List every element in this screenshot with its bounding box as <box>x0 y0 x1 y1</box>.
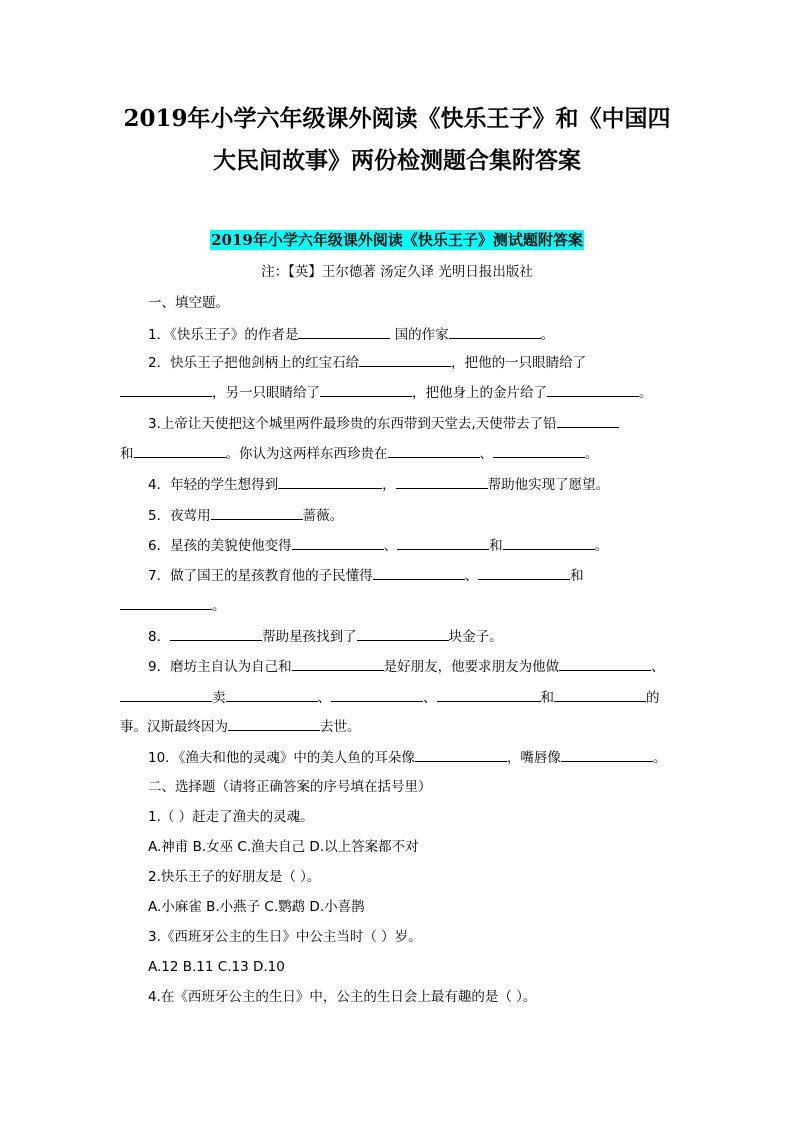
q4-text-c: 帮助他实现了愿望。 <box>487 477 610 493</box>
q9-text-j: 去世。 <box>320 719 361 735</box>
mc-question-4: 4.在《西班牙公主的生日》中，公主的生日会上最有趣的是（ ）。 <box>148 989 537 1005</box>
answer-blank[interactable] <box>559 657 651 671</box>
question-2-cont <box>120 383 653 402</box>
question-8 <box>148 627 503 646</box>
question-4 <box>148 475 609 494</box>
q1-text-a: 1．《快乐王子》的作者是 <box>148 327 299 343</box>
answer-blank[interactable] <box>449 325 541 339</box>
document-title-line-1: 2019年小学六年级课外阅读《快乐王子》和《中国四 <box>123 105 671 132</box>
q7-text-b: 、 <box>464 568 479 584</box>
question-10 <box>148 748 666 767</box>
q7-text-c: 和 <box>570 568 584 584</box>
answer-blank[interactable] <box>320 383 412 397</box>
q9-text-g: 和 <box>540 690 554 706</box>
q1-text-b: 国的作家 <box>394 327 449 343</box>
q2-text-a: 2．快乐王子把他剑柄上的红宝石给 <box>148 355 360 371</box>
question-9 <box>148 657 665 676</box>
answer-blank[interactable] <box>226 688 318 702</box>
question-7 <box>148 566 584 585</box>
question-2 <box>148 353 586 372</box>
q1-text-c: 。 <box>540 327 555 343</box>
answer-blank[interactable] <box>228 717 320 731</box>
q9-text-b: 是好朋友，他要求朋友为他做 <box>383 659 560 675</box>
question-5 <box>148 506 343 525</box>
answer-blank[interactable] <box>415 748 507 762</box>
q9-text-h: 的 <box>646 690 660 706</box>
mc-question-2: 2.快乐王子的好朋友是（ ）。 <box>148 869 321 885</box>
subtitle-container <box>0 230 794 250</box>
answer-blank[interactable] <box>120 688 212 702</box>
mc-options-1: A.神甫 B.女巫 C.渔夫自己 D.以上答案都不对 <box>148 839 419 855</box>
question-1 <box>148 325 554 344</box>
q7-text-d: 。 <box>212 598 226 614</box>
q9-text-e: 、 <box>317 690 331 706</box>
q2-text-e: 。 <box>639 385 653 401</box>
q6-text-c: 和 <box>489 538 503 554</box>
answer-blank[interactable] <box>298 325 390 339</box>
q8-text-a: 8． <box>148 629 171 645</box>
answer-blank[interactable] <box>170 627 262 641</box>
answer-blank[interactable] <box>503 536 595 550</box>
q9-text-c: 、 <box>651 659 665 675</box>
q3-text-b: 和 <box>120 446 134 462</box>
q4-text-a: 4．年轻的学生想得到 <box>148 477 279 493</box>
q5-text-a: 5．夜莺用 <box>148 508 211 524</box>
section1-heading: 一、填空题。 <box>148 295 229 311</box>
answer-blank[interactable] <box>357 627 449 641</box>
q9-text-f: 、 <box>423 690 437 706</box>
section-subtitle: 2019年小学六年级课外阅读《快乐王子》测试题附答案 <box>211 231 583 249</box>
answer-blank[interactable] <box>134 444 226 458</box>
q3-text-c: 。你认为这两样东西珍贵在 <box>225 446 388 462</box>
source-note: 注：【英】王尔德著 汤定久译 光明日报出版社 <box>261 264 533 280</box>
section2-heading: 二、选择题（请将正确答案的序号填在括号里） <box>148 779 432 795</box>
answer-blank[interactable] <box>547 383 639 397</box>
question-9-cont-2 <box>120 717 361 736</box>
q4-text-b: ， <box>382 477 396 493</box>
question-7-cont <box>120 596 226 615</box>
question-9-cont <box>120 688 660 707</box>
answer-blank[interactable] <box>493 444 585 458</box>
q10-text-a: 10．《渔夫和他的灵魂》中的美人鱼的耳朵像 <box>148 750 415 766</box>
q8-text-b: 帮助星孩找到了 <box>262 629 357 645</box>
question-3 <box>148 414 619 433</box>
mc-question-1: 1.（ ）赶走了渔夫的灵魂。 <box>148 809 314 825</box>
q3-text-d: 、 <box>479 446 493 462</box>
q9-text-i: 事。汉斯最终因为 <box>120 719 228 735</box>
answer-blank[interactable] <box>373 566 465 580</box>
q10-text-c: 。 <box>652 750 667 766</box>
q3-text-a: 3.上帝让天使把这个城里两件最珍贵的东西带到天堂去,天使带去了铅 <box>148 416 557 432</box>
q9-text-d: 卖 <box>212 690 226 706</box>
q8-text-c: 块金子。 <box>448 629 503 645</box>
q2-text-c: ，另一只眼睛给了 <box>212 385 320 401</box>
answer-blank[interactable] <box>278 475 382 489</box>
q6-text-a: 6．星孩的美貌使他变得 <box>148 538 292 554</box>
answer-blank[interactable] <box>397 536 489 550</box>
answer-blank[interactable] <box>437 688 541 702</box>
question-6 <box>148 536 608 555</box>
q7-text-a: 7．做了国王的星孩教育他的子民懂得 <box>148 568 373 584</box>
q9-text-a: 9．磨坊主自认为自己和 <box>148 659 292 675</box>
answer-blank[interactable] <box>557 414 619 428</box>
mc-options-2: A.小麻雀 B.小燕子 C.鹦鹉 D.小喜鹊 <box>148 899 365 915</box>
q5-text-b: 蔷薇。 <box>302 508 344 524</box>
document-title-line-2: 大民间故事》两份检测题合集附答案 <box>213 147 581 174</box>
answer-blank[interactable] <box>388 444 480 458</box>
answer-blank[interactable] <box>554 688 646 702</box>
answer-blank[interactable] <box>396 475 488 489</box>
q2-text-d: ，把他身上的金片给了 <box>412 385 547 401</box>
q3-text-e: 。 <box>585 446 599 462</box>
q6-text-d: 。 <box>594 538 609 554</box>
answer-blank[interactable] <box>359 353 451 367</box>
answer-blank[interactable] <box>120 596 212 610</box>
mc-question-3: 3.《西班牙公主的生日》中公主当时（ ）岁。 <box>148 929 422 945</box>
answer-blank[interactable] <box>120 383 212 397</box>
answer-blank[interactable] <box>292 536 384 550</box>
q10-text-b: ，嘴唇像 <box>506 750 561 766</box>
answer-blank[interactable] <box>478 566 570 580</box>
answer-blank[interactable] <box>331 688 423 702</box>
q6-text-b: 、 <box>383 538 398 554</box>
question-3-cont <box>120 444 599 463</box>
answer-blank[interactable] <box>211 506 303 520</box>
answer-blank[interactable] <box>292 657 384 671</box>
q2-text-b: ，把他的一只眼睛给了 <box>451 355 587 371</box>
answer-blank[interactable] <box>561 748 653 762</box>
mc-options-3: A.12 B.11 C.13 D.10 <box>148 959 285 975</box>
